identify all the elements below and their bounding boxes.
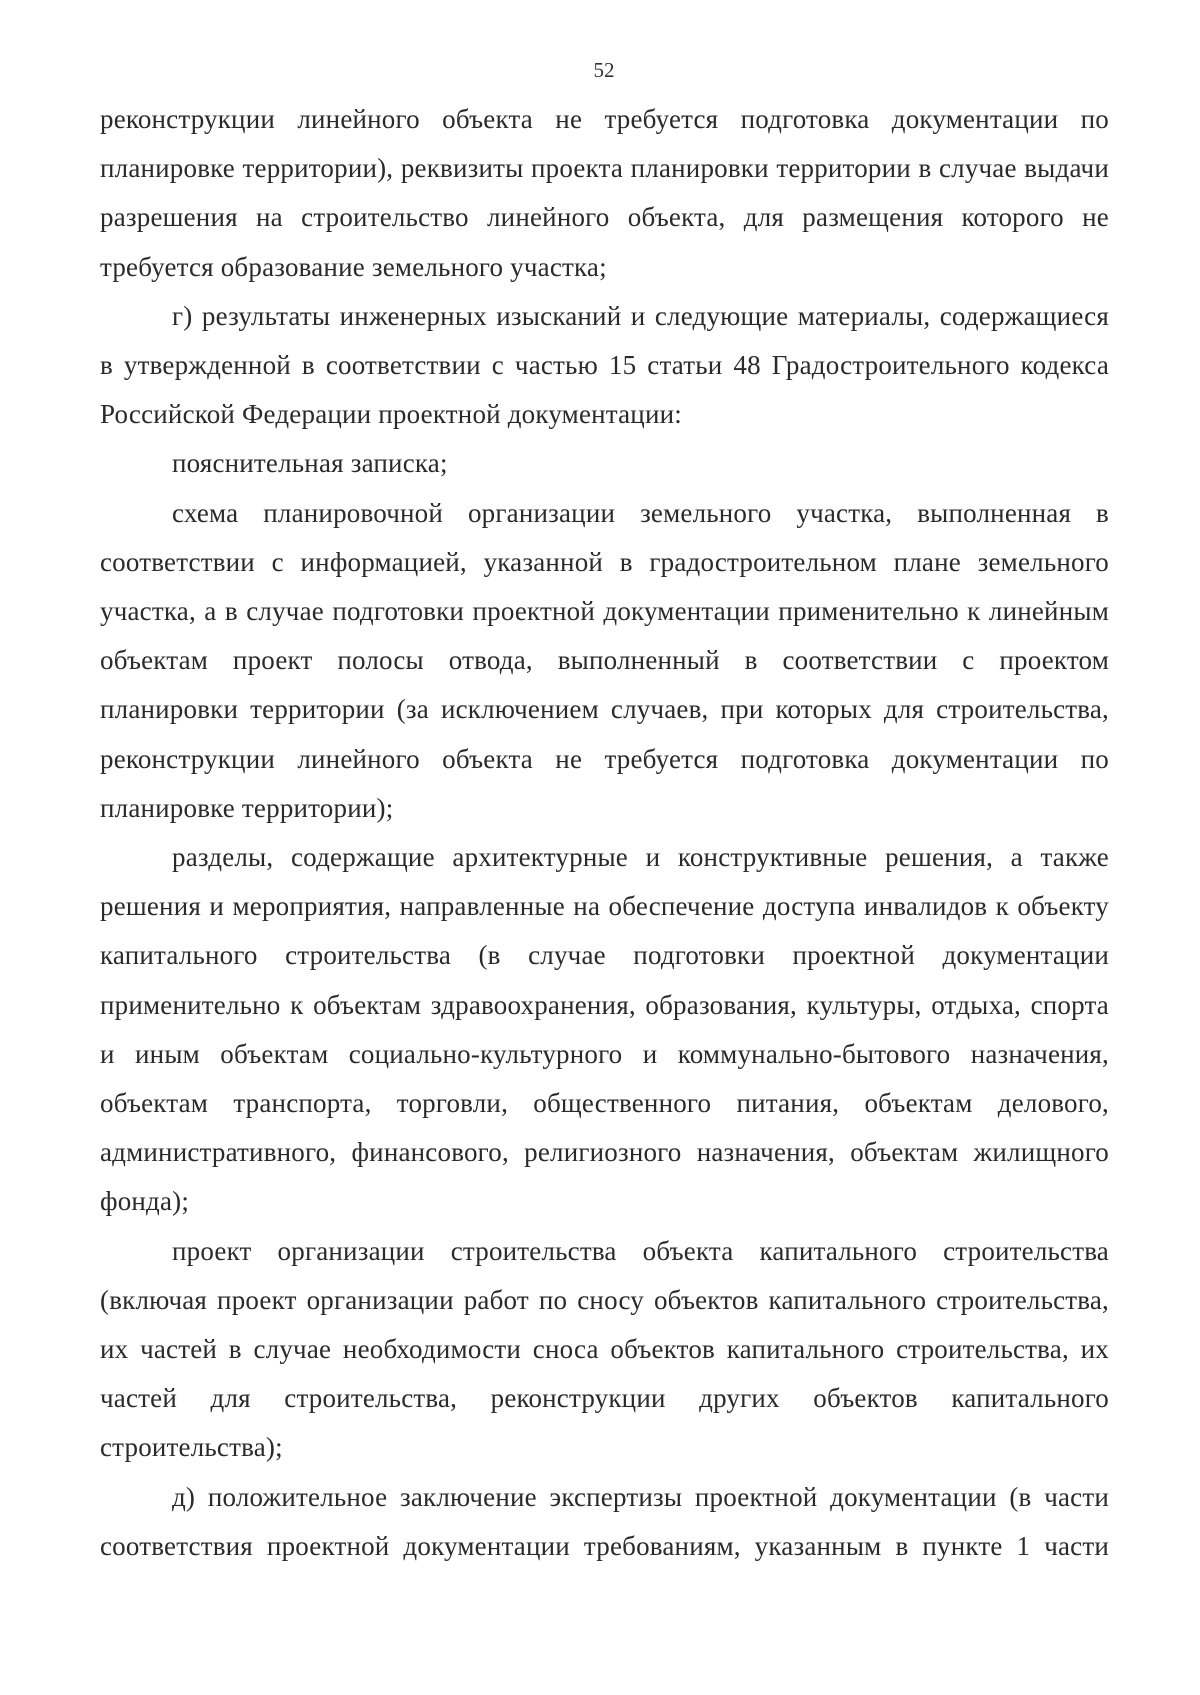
- paragraph-construction-project: проект организации строительства объекта капитального строительства (включая проект организации работ по сносу объектов капитального строительства, их частей в случае необходимости сноса объектов капитального строительства, их частей для строительства, реконструкции других объектов капитального строительства);: [100, 1235, 1109, 1463]
- paragraph-architectural-sections: разделы, содержащие архитектурные и конструктивные решения, а также решения и мероприятия, направленные на обеспечение доступа инвалидов к объекту капитального строительства (в случае подготовки проектной документации применительно к объектам здравоохранения, образования, культуры, отдыха, спорта и иным объектам социально-культурного и коммунально-бытового назначения, объектам транспорта, торговли, общественного питания, объектам делового, административного, финансового, религиозного назначения, объектам жилищного фонда);: [100, 842, 1109, 1217]
- paragraph-item-g: г) результаты инженерных изысканий и следующие материалы, содержащиеся в утвержденной в соответствии с частью 15 статьи 48 Градостроительного кодекса Российской Федерации проектной документации:: [100, 300, 1109, 430]
- document-body: [100, 95, 1109, 1571]
- paragraph-explanatory-note: пояснительная записка;: [172, 448, 448, 479]
- paragraph-continuation: реконструкции линейного объекта не требуется подготовка документации по планировке территории), реквизиты проекта планировки территории в случае выдачи разрешения на строительство линейного объекта, для размещения которого не требуется образование земельного участка;: [100, 104, 1109, 282]
- paragraph-item-d: д) положительное заключение экспертизы проектной документации (в части соответствия проектной документации требованиям, указанным в пункте 1 части: [100, 1481, 1109, 1561]
- paragraph-site-plan: схема планировочной организации земельного участка, выполненная в соответствии с информацией, указанной в градостроительном плане земельного участка, а в случае подготовки проектной документации применительно к линейным объектам проект полосы отвода, выполненный в соответствии с проектом планировки территории (за исключением случаев, при которых для строительства, реконструкции линейного объекта не требуется подготовка документации по планировке территории);: [100, 497, 1109, 823]
- page-number: 52: [593, 58, 615, 82]
